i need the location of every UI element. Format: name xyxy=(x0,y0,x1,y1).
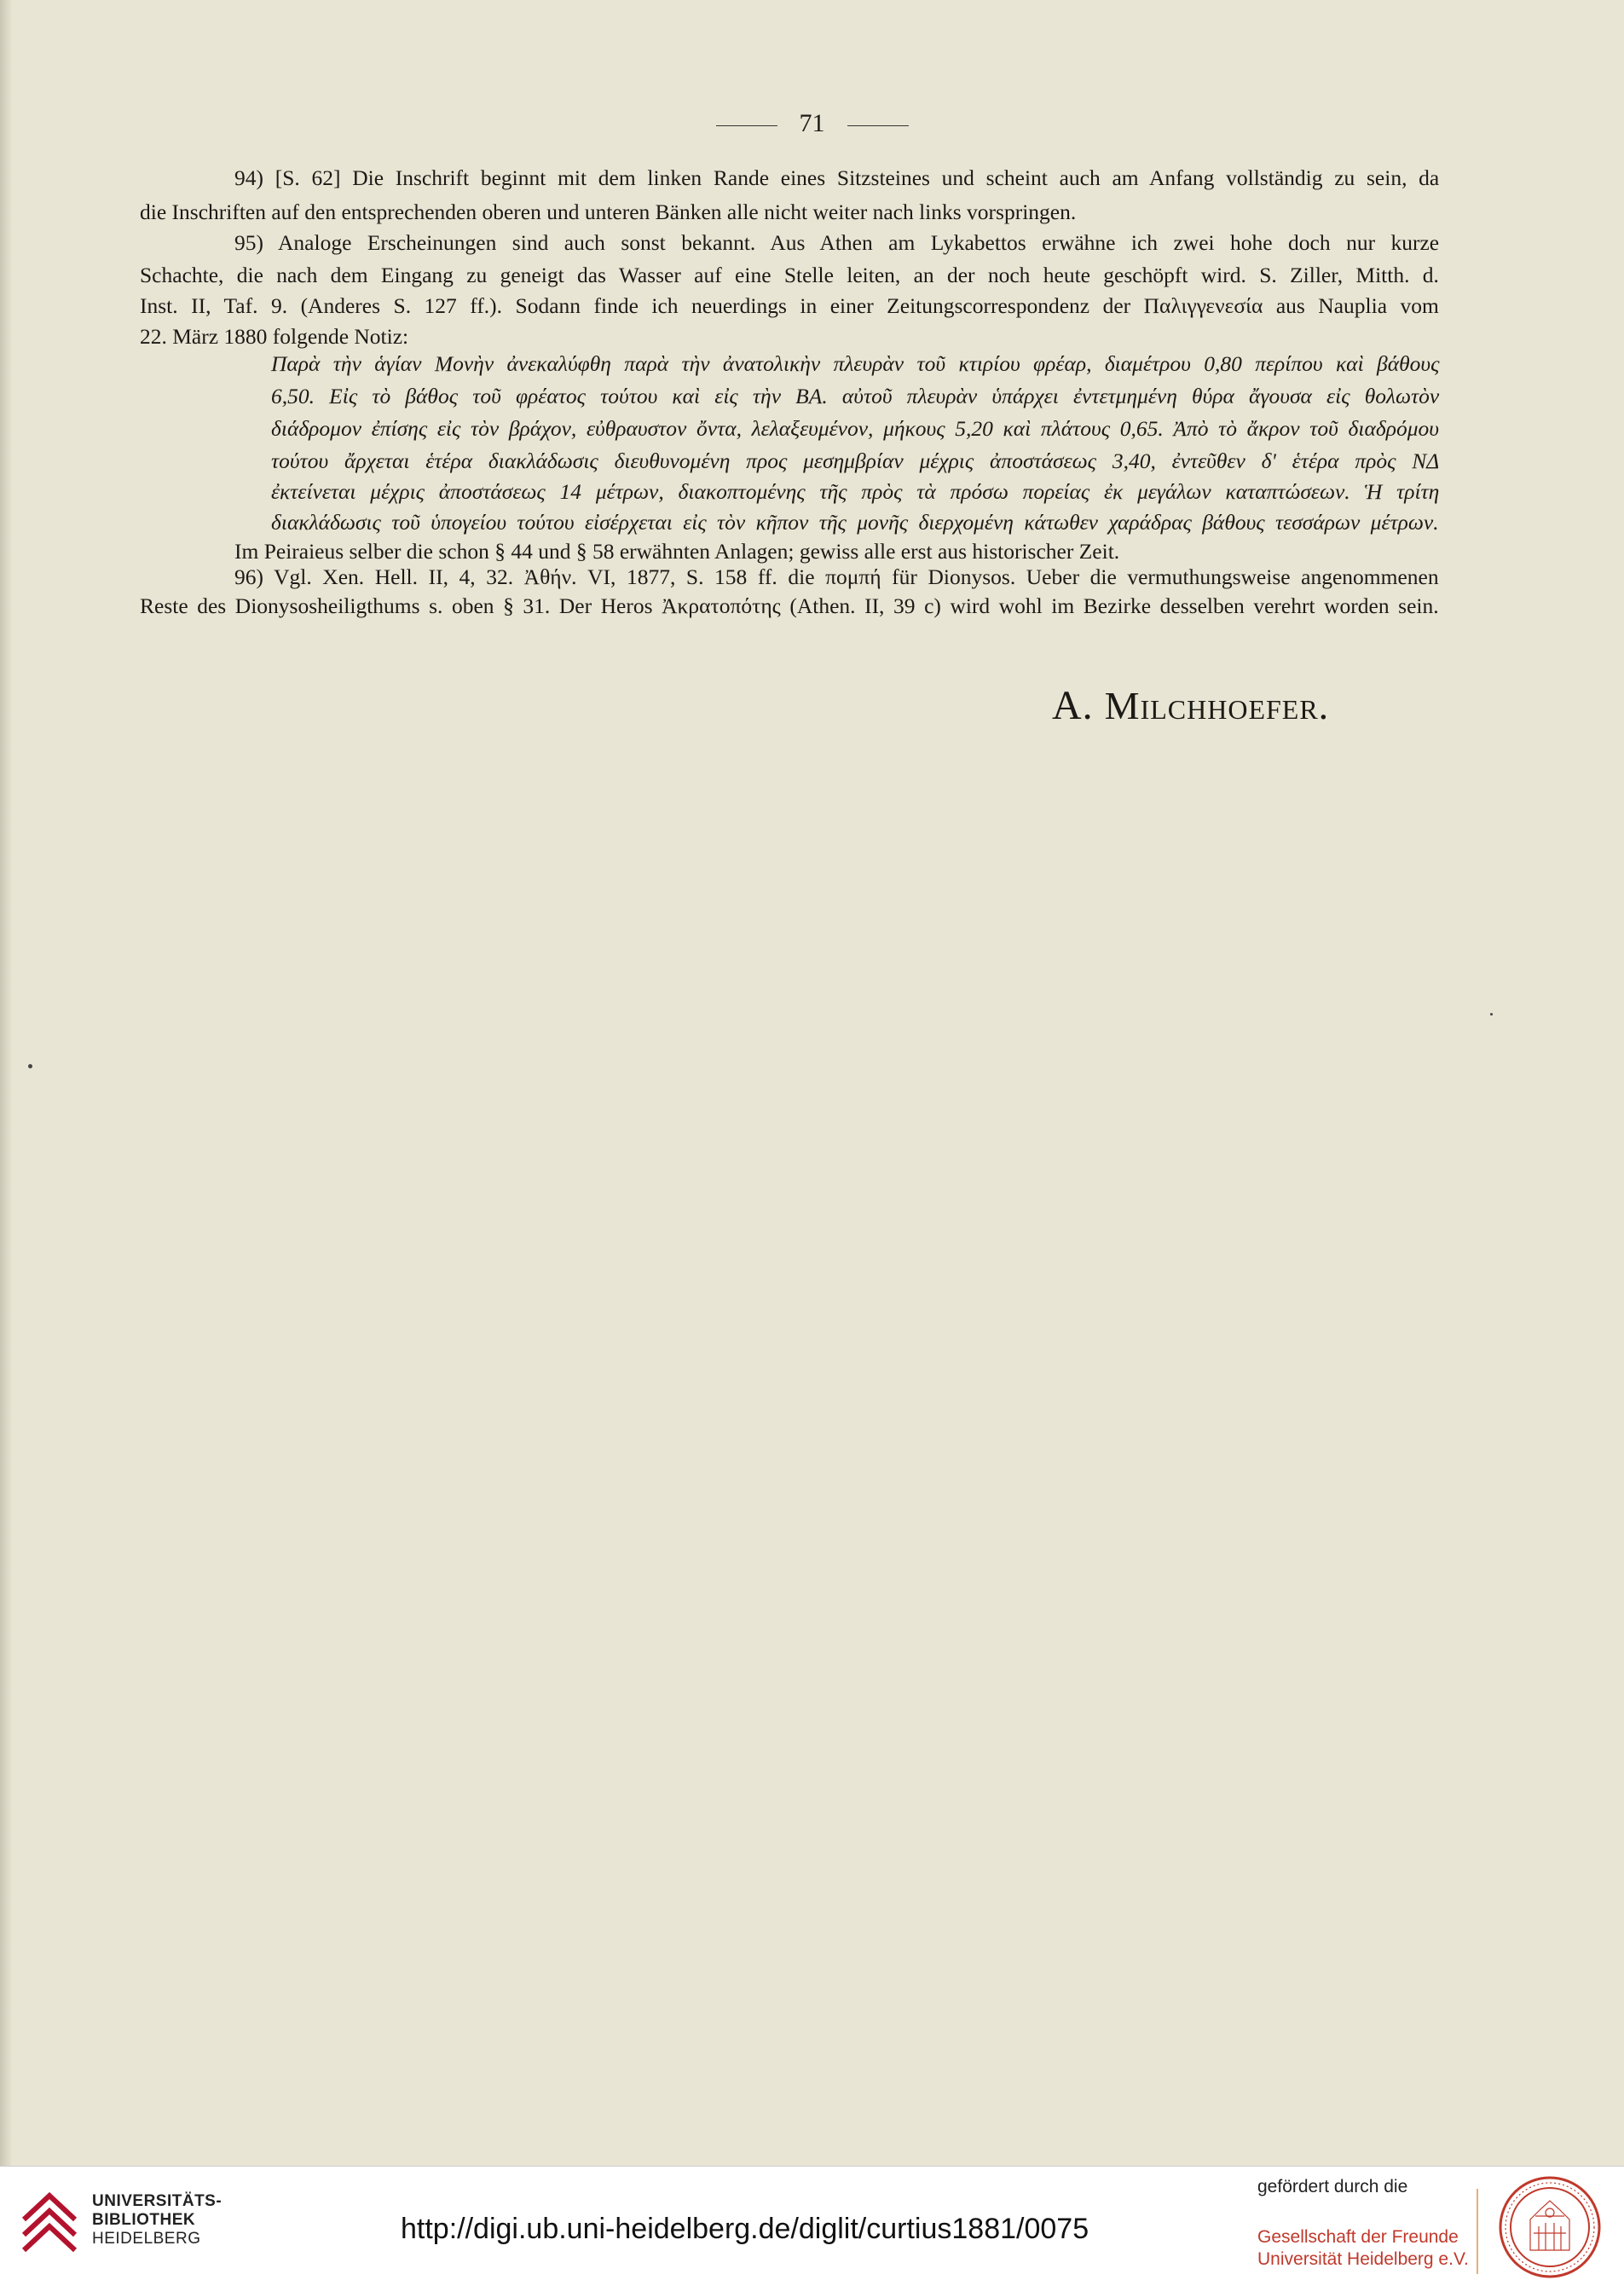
header-rule-right xyxy=(847,125,909,126)
text-line: Inst. II, Taf. 9. (Anderes S. 127 ff.). Sodann finde ich neuerdings in einer Zeitungscorrespondenz der Παλιγγενεσία aus Nauplia vom xyxy=(140,293,1439,318)
greek-quote-line: τούτου ἄρχεται ἑτέρα διακλάδωσις διευθυνομένη προς μεσημβρίαν μέχρις ἀποστάσεως 3,40, ἐντεῦθεν δ' ἑτέρα πρὸς ΝΔ xyxy=(271,449,1440,473)
scan-speck xyxy=(1490,1013,1493,1016)
permalink-url[interactable]: http://digi.ub.uni-heidelberg.de/diglit/curtius1881/0075 xyxy=(401,2213,1089,2245)
greek-quote-line: ἐκτείνεται μέχρις ἀποστάσεως 14 μέτρων, διακοπτομένης τῆς πρὸς τὰ πρόσω πορείας ἐκ μεγάλων καταπτώσεων. Ἡ τρίτη xyxy=(271,479,1440,504)
page-number: 71 xyxy=(799,109,825,137)
text-line: Schachte, die nach dem Eingang zu geneigt das Wasser auf eine Stelle leiten, an der noch heute geschöpft wird. S. Ziller, Mitth. d. xyxy=(140,263,1439,287)
text-line: die Inschriften auf den entsprechenden oberen und unteren Bänken alle nicht weiter nach links vorspringen. xyxy=(140,200,1077,224)
library-name-line: BIBLIOTHEK xyxy=(92,2211,196,2229)
library-name-line: UNIVERSITÄTS- xyxy=(92,2192,223,2210)
sponsor-label: gefördert durch die xyxy=(1257,2177,1408,2196)
scan-speck xyxy=(28,1064,32,1068)
signature-initial: A. xyxy=(1052,683,1094,728)
library-name-line: HEIDELBERG xyxy=(92,2230,201,2248)
signature-name: Milchhoefer. xyxy=(1104,684,1330,727)
author-signature xyxy=(1052,682,1329,729)
text-line: Im Peiraieus selber die schon § 44 und § 58 erwähnten Anlagen; gewiss alle erst aus historischer Zeit. xyxy=(234,539,1120,564)
text-line: 22. März 1880 folgende Notiz: xyxy=(140,324,409,349)
greek-quote-line: διάδρομον ἐπίσης εἰς τὸν βράχον, εὐθραυστον ὄντα, λελαξευμένον, μήκους 5,20 καὶ πλάτους 0,65. Ἀπὸ τὸ ἄκρον τοῦ διαδρόμου xyxy=(271,416,1439,441)
text-line: Reste des Dionysosheiligthums s. oben § 31. Der Heros Ἀκρατοπότης (Athen. II, 39 c) wird wohl im Bezirke desselben verehrt worden sein. xyxy=(140,593,1439,618)
library-logo-icon xyxy=(15,2182,84,2267)
header-rule-left xyxy=(716,125,777,126)
library-name xyxy=(92,2192,222,2248)
university-seal-icon xyxy=(1498,2175,1602,2279)
sponsor-name-line: Gesellschaft der Freunde xyxy=(1257,2227,1459,2247)
text-line: 94) [S. 62] Die Inschrift beginnt mit dem linken Rande eines Sitzsteines und scheint auch am Anfang vollständig zu sein, da xyxy=(234,165,1440,190)
digitization-footer xyxy=(0,2166,1624,2286)
footer-divider xyxy=(1477,2189,1478,2274)
greek-quote-line: 6,50. Εἰς τὸ βάθος τοῦ φρέατος τούτου καὶ εἰς τὴν ΒΑ. αὐτοῦ πλευρὰν ὑπάρχει ἐντετμημένη θύρα ἄγουσα εἰς θολωτὸν xyxy=(271,384,1440,408)
page-edge-shadow xyxy=(0,0,12,2166)
greek-quote-line: Παρὰ τὴν ἁγίαν Μονὴν ἀνεκαλύφθη παρὰ τὴν ἀνατολικὴν πλευρὰν τοῦ κτιρίου φρέαρ, διαμέτρου 0,80 περίπου καὶ βάθους xyxy=(271,351,1440,376)
sponsor-name xyxy=(1257,2226,1469,2271)
page-header xyxy=(0,109,1624,138)
sponsor-name-line: Universität Heidelberg e.V. xyxy=(1257,2249,1469,2269)
text-line: 95) Analoge Erscheinungen sind auch sonst bekannt. Aus Athen am Lykabettos erwähne ich zwei hohe doch nur kurze xyxy=(234,230,1440,255)
greek-quote-line: διακλάδωσις τοῦ ὑπογείου τούτου εἰσέρχεται εἰς τὸν κῆπον τῆς μονῆς διερχομένη κάτωθεν χαράδρας βάθους τεσσάρων μέτρων. xyxy=(271,510,1439,535)
text-line: 96) Vgl. Xen. Hell. II, 4, 32. Ἀθήν. VI, 1877, S. 158 ff. die πομπή für Dionysos. Ueber die vermuthungsweise angenommenen xyxy=(234,564,1439,589)
